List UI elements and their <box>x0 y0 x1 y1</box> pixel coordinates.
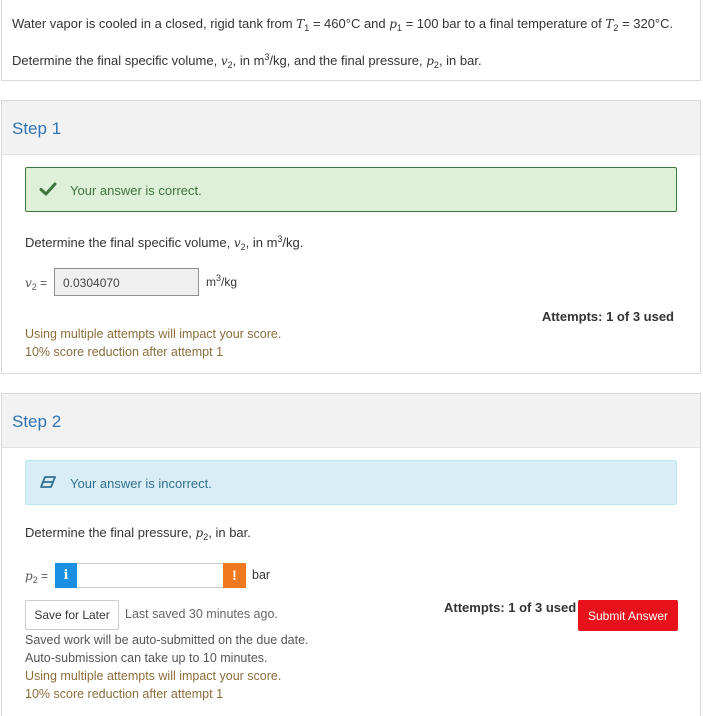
step-1-warning-2: 10% score reduction after attempt 1 <box>25 345 224 359</box>
v2-label: $v_2$ = <box>25 276 48 292</box>
step-1-question: Determine the final specific volume, $v_2$, in $m^3/kg$. <box>25 234 304 252</box>
checkmark-icon <box>39 180 57 198</box>
step-1-attempts: Attempts: 1 of 3 used <box>541 309 674 324</box>
step-1-header <box>2 101 700 155</box>
problem-line-2: Determine the final specific volume, $v_2$, in $m^3/kg$, and the final pressure, $p_2$, in bar. <box>12 52 482 70</box>
problem-line-1: Water vapor is cooled in a closed, rigid tank from $T_1 = 460^\circ C$ and $p_1 = 100$ bar to a final temperature of $T_2 = 320^\circ C$. <box>12 16 674 33</box>
p2-unit: bar <box>252 568 271 582</box>
info-icon[interactable]: i <box>55 563 77 588</box>
step-1-warning-1: Using multiple attempts will impact your score. <box>25 327 282 341</box>
incorrect-alert <box>25 460 677 505</box>
save-for-later-button[interactable]: Save for Later <box>25 600 119 630</box>
v2-answer-field: 0.0304070 <box>54 268 199 296</box>
step-2-header <box>2 394 700 448</box>
auto-submit-duration-note: Auto-submission can take up to 10 minutes. <box>25 651 268 665</box>
submit-answer-button[interactable]: Submit Answer <box>578 600 678 631</box>
exclamation-icon[interactable]: ! <box>223 563 246 588</box>
p2-answer-input[interactable] <box>77 563 224 588</box>
step-2-warning-2: 10% score reduction after attempt 1 <box>25 687 224 701</box>
step-2-warning-1: Using multiple attempts will impact your score. <box>25 669 282 683</box>
step-1-title: Step 1 <box>12 119 62 138</box>
eraser-icon <box>39 473 57 491</box>
step-2-title: Step 2 <box>12 412 62 431</box>
correct-alert <box>25 167 677 212</box>
auto-submit-note: Saved work will be auto-submitted on the due date. <box>25 633 309 647</box>
correct-message: Your answer is correct. <box>70 183 202 198</box>
step-1-card <box>1 100 701 374</box>
p2-label: $p_2$ = <box>25 569 49 585</box>
step-2-card <box>1 393 701 716</box>
step-2-attempts: Attempts: 1 of 3 used <box>444 600 577 615</box>
incorrect-message: Your answer is incorrect. <box>70 476 212 491</box>
step-2-question: Determine the final pressure, $p_2$, in bar. <box>25 525 251 542</box>
v2-unit: $m^3/kg$ <box>206 273 238 289</box>
problem-statement <box>1 0 701 81</box>
last-saved-text: Last saved 30 minutes ago. <box>125 607 278 621</box>
